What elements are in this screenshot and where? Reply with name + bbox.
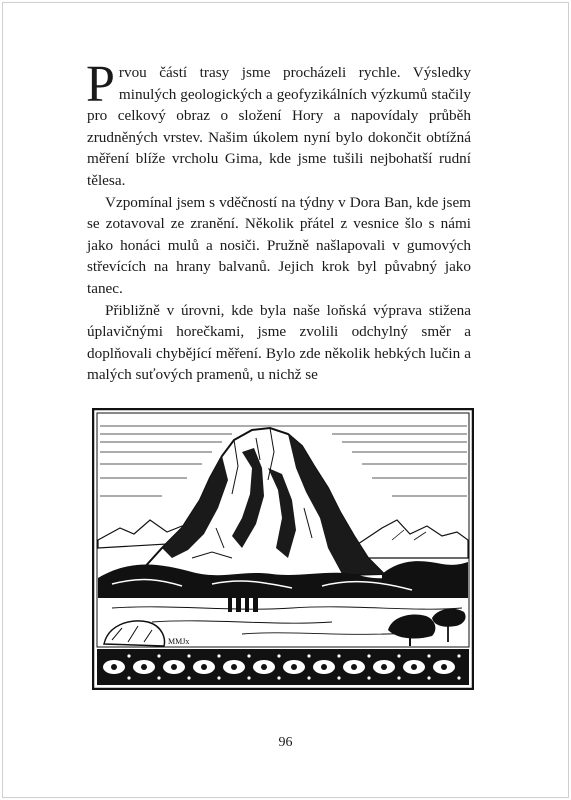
body-text (86, 56, 471, 386)
page-number: 96 (278, 735, 293, 750)
paragraph-2: Vzpomínal jsem s vděčností na týdny v Dora Ban, kde jsem se zotavoval ze zranění. Několik přátel z vesnice šlo s námi jako honáci mulů a nosiči. Pružně našlapovali v gumových střevících na hrany balvanů. Jejich krok byl půvabný jako tanec. (87, 193, 471, 297)
drop-cap: P (86, 56, 115, 113)
mountain-illustration (92, 408, 474, 690)
paragraph-3: Přibližně v úrovni, kde byla naše loňská výprava stižena úplavičnými horečkami, jsme zvolili odchylný směr a doplňovali chybějící měření. Bylo zde několik hebkých lučin a malých suťových pramenů, u nichž se (87, 301, 471, 384)
paragraph-1-text: rvou částí trasy jsme procházeli rychle. Výsledky minulých geologických a geofyzikálních výzkumů stačily pro celkový obraz o složení Hory a napovídaly průběh zrudněných vrstev. Našim úkolem nyní bylo dokončit obtížná měření blíže vrcholu Gima, kde jsme tušili nejbohatší rudní tělesa. (87, 64, 471, 189)
artist-signature: MMJx (168, 637, 190, 646)
paragraph-1 (86, 56, 471, 192)
